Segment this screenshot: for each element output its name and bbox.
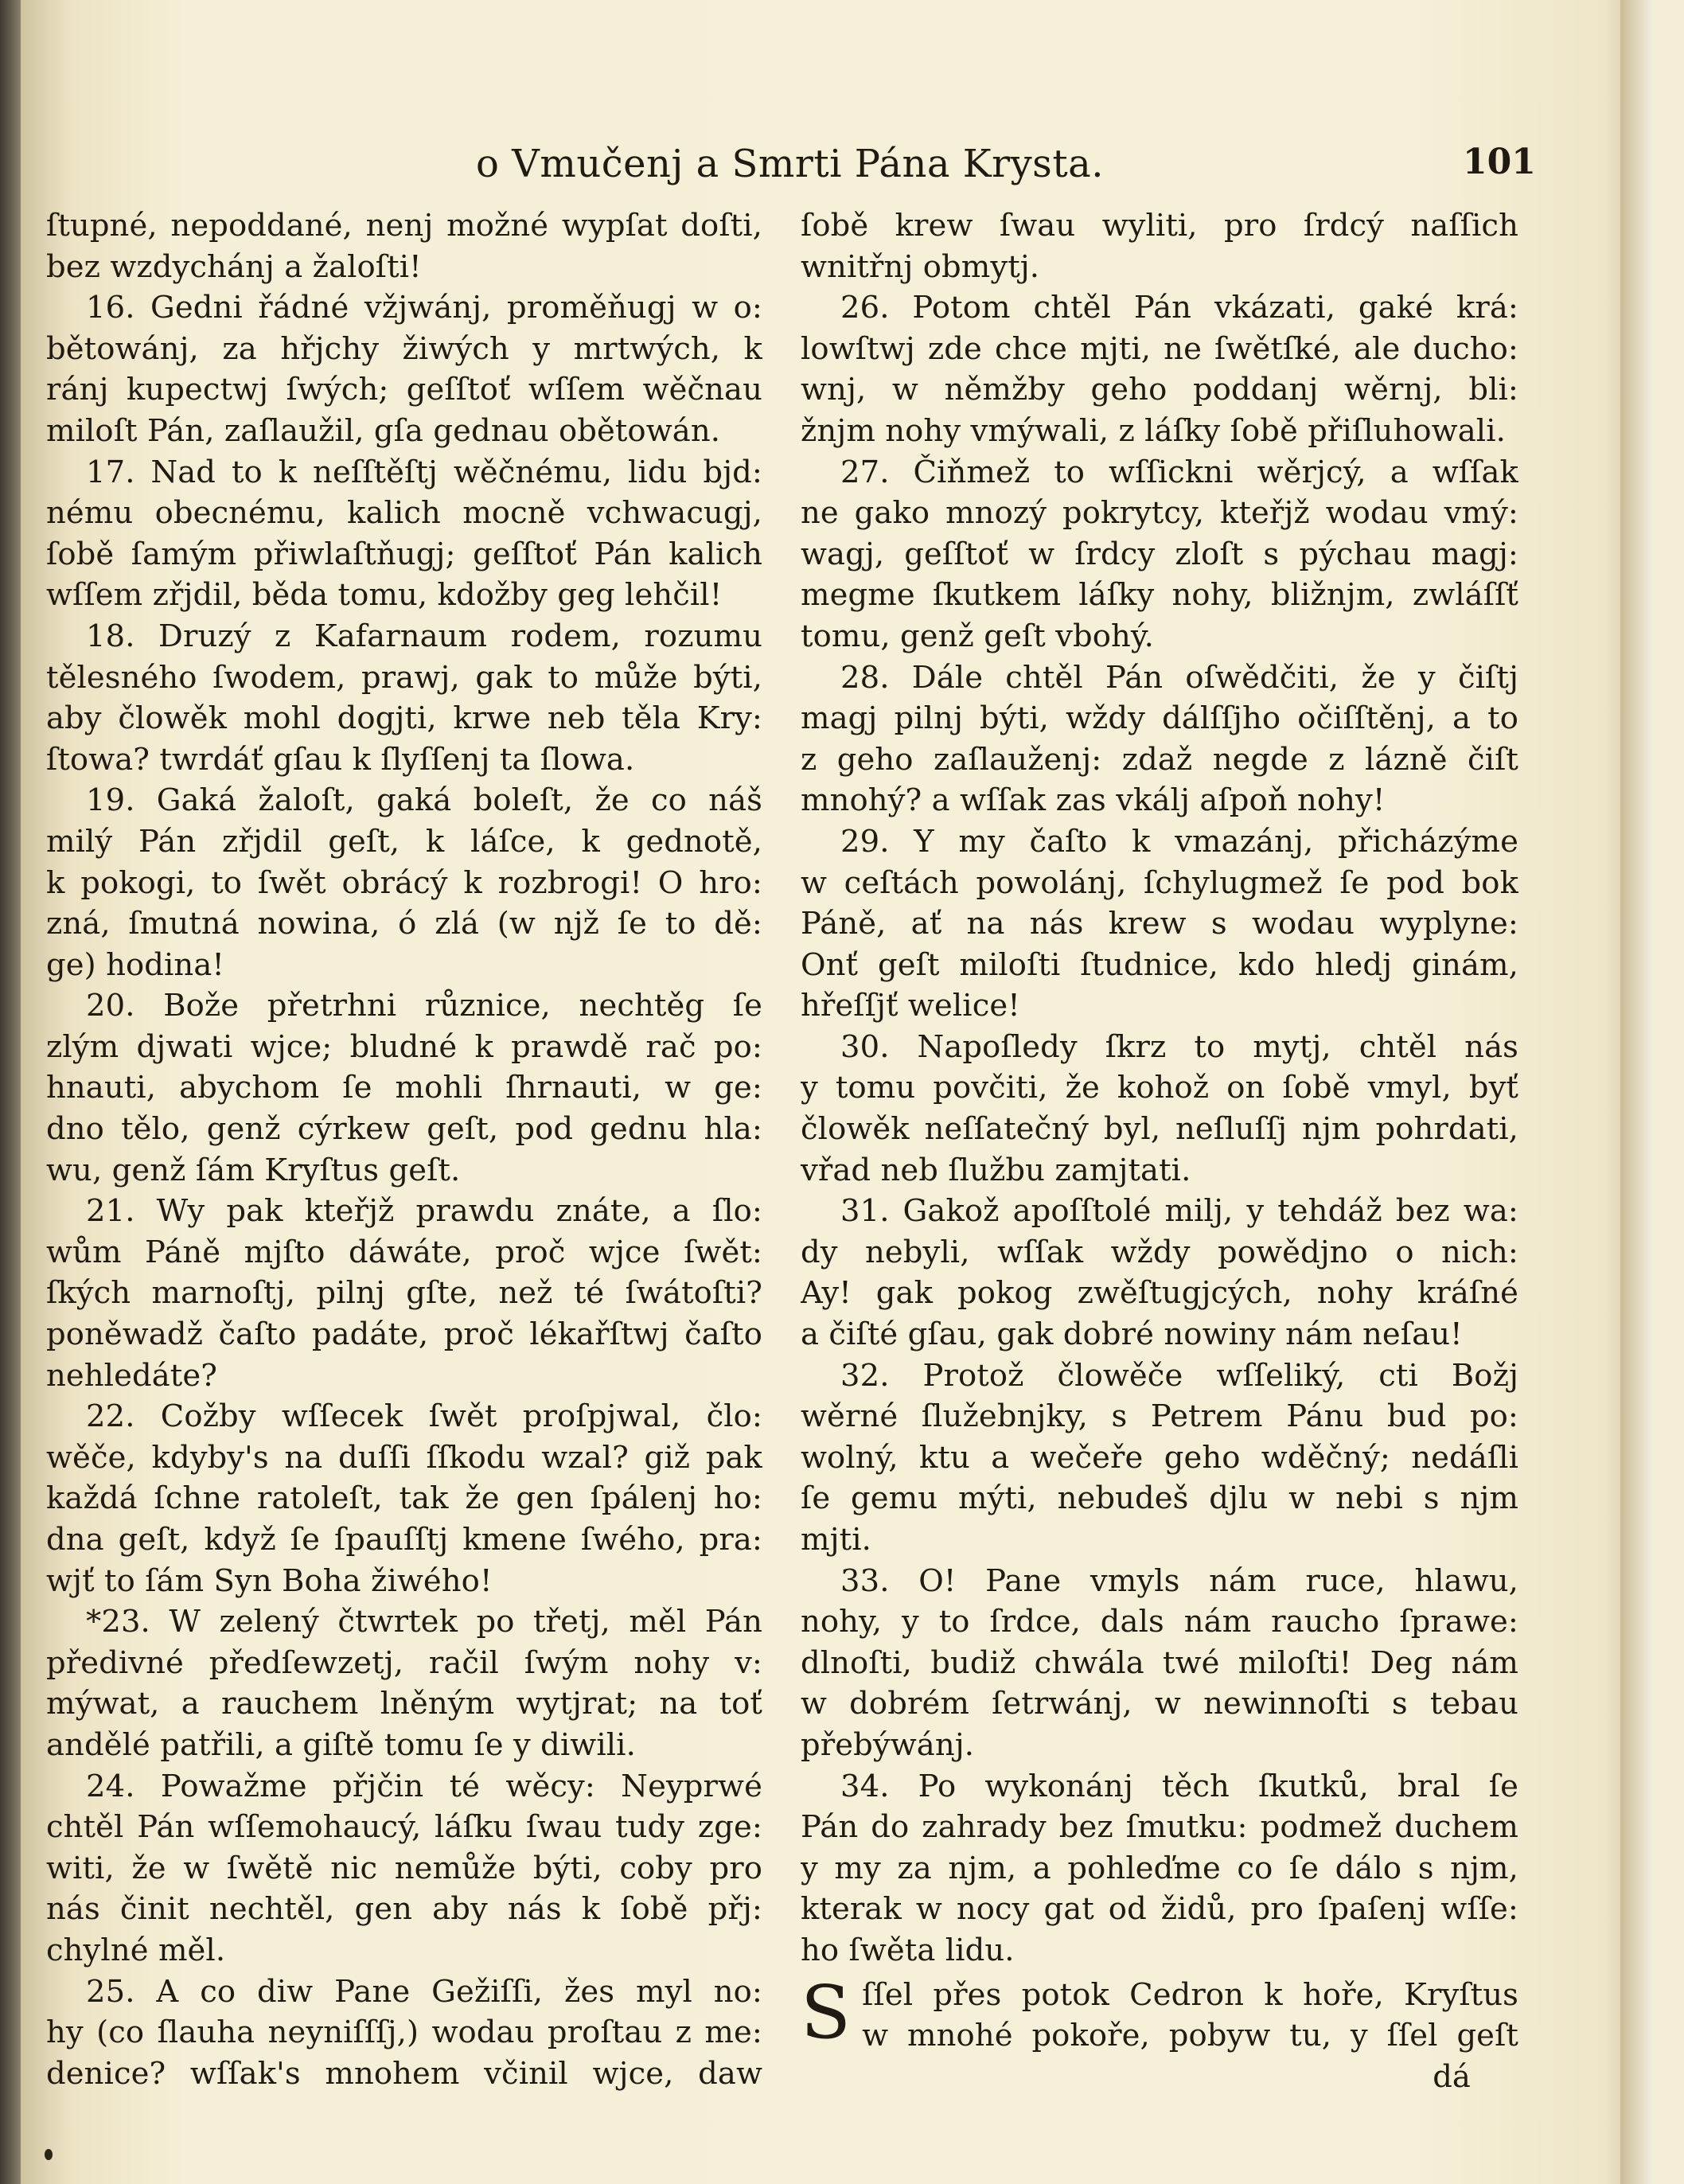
left-column: [46, 205, 762, 2094]
text-line: 22. Cožby wſſecek ſwět proſpjwal, člo:: [86, 1398, 762, 1435]
text-line: hnauti, abychom ſe mohli ſhrnauti, w ge:: [46, 1070, 762, 1106]
text-line: kterak w nocy gat od židů, pro ſpaſenj wſſe:: [801, 1891, 1518, 1928]
text-line: 17. Nad to k neſſtěſtj wěčnému, lidu bjd:: [86, 454, 762, 490]
text-line: wům Páně mjſto dáwáte, proč wjce ſwět:: [46, 1234, 762, 1270]
text-line: wſſem zřjdil, běda tomu, kdožby geg lehčil!: [46, 577, 723, 614]
text-line: ne gako mnozý pokrytcy, kteřjž wodau vmý:: [801, 495, 1518, 532]
text-line: bez wzdychánj a žaloſti!: [46, 248, 422, 285]
text-line: milý Pán zřjdil geſt, k láſce, k gednotě,: [46, 823, 762, 860]
text-line: wěče, kdyby's na duſſi ſſkodu wzal? giž pak: [46, 1439, 762, 1476]
page-edge-shadow: [1620, 0, 1652, 2184]
text-line: y tomu povčiti, že kohož on ſobě vmyl, byť: [801, 1070, 1518, 1106]
text-line: denice? wſſak's mnohem včinil wjce, daw: [46, 2055, 762, 2092]
text-line: přebýwánj.: [801, 1726, 975, 1763]
text-line: dlnoſti, budiž chwála twé miloſti! Deg nám: [801, 1644, 1518, 1681]
text-line: vřad neb ſlužbu zamjtati.: [801, 1152, 1191, 1188]
text-line: dno tělo, genž cýrkew geſt, pod gednu hla:: [46, 1111, 762, 1148]
ink-spot: [45, 2149, 53, 2160]
text-line: wěrné ſlužebnjky, s Petrem Pánu bud po:: [801, 1398, 1518, 1435]
text-line: ſobě ſamým přiwlaſtňugj; geſſtoť Pán kalich: [46, 536, 762, 572]
text-line: zná, ſmutná nowina, ó zlá (w njž ſe to dě:: [46, 906, 762, 942]
running-title: o Vmučenj a Smrti Pána Krysta.: [476, 142, 1104, 186]
text-line: nehledáte?: [46, 1357, 217, 1394]
text-line: witi, že w ſwětě nic nemůže býti, coby pro: [46, 1850, 762, 1886]
text-line: 25. A co diw Pane Gežiſſi, žes myl no:: [86, 1973, 762, 2010]
text-line: ho ſwěta lidu.: [801, 1932, 1015, 1968]
text-line: chtěl Pán wſſemohaucý, láſku ſwau tudy zge:: [46, 1809, 762, 1846]
text-line: nému obecnému, kalich mocně vchwacugj,: [46, 495, 762, 532]
text-line: ſobě krew ſwau wyliti, pro ſrdcý naſſich: [801, 208, 1518, 244]
binding-gutter: [0, 0, 21, 2184]
text-line: tělesného ſwodem, prawj, gak to může býti,: [46, 659, 762, 696]
text-line: ſkých marnoſtj, pilnj gſte, než té ſwátoſti?: [46, 1275, 762, 1312]
text-line: ſtowa? twrdáť gſau k ſlyſſenj ta ſlowa.: [46, 741, 635, 778]
text-line: bětowánj, za hřjchy žiwých y mrtwých, k: [46, 330, 762, 367]
text-line: 24. Powažme přjčin té wěcy: Neyprwé: [86, 1768, 762, 1804]
text-line: 31. Gakož apoſſtolé milj, y tehdáž bez wa:: [840, 1193, 1518, 1230]
text-line: andělé patřili, a giſtě tomu ſe y diwili.: [46, 1726, 636, 1763]
text-line: *23. W zelený čtwrtek po třetj, měl Pán: [86, 1604, 762, 1640]
catchword: dá: [1433, 2058, 1471, 2095]
text-line: Pán do zahrady bez ſmutku: podmež duchem: [801, 1809, 1518, 1846]
text-line: Ay! gak pokog zwěſtugjcých, nohy kráſné: [801, 1275, 1518, 1312]
text-line: 26. Potom chtěl Pán vkázati, gaké krá:: [840, 290, 1518, 326]
text-line: z geho zaſlauženj: zdaž negde z lázně čiſt: [801, 741, 1518, 778]
text-line: předivné předſewzetj, račil ſwým nohy v:: [46, 1644, 762, 1681]
text-line: 33. O! Pane vmyls nám ruce, hlawu,: [840, 1562, 1518, 1599]
text-line: ſtupné, nepoddané, nenj možné wypſat doſti,: [46, 208, 762, 244]
text-line: wagj, geſſtoť w ſrdcy zloſt s pýchau magj:: [801, 536, 1518, 572]
page-header: [0, 142, 1684, 197]
text-line: 19. Gaká žaloſt, gaká boleſt, že co náš: [86, 782, 762, 819]
text-line: hřeſſjť welice!: [801, 988, 1020, 1024]
text-line: každá ſchne ratoleſt, tak že gen ſpálenj ho:: [46, 1480, 762, 1517]
page-number: 101: [1463, 142, 1536, 182]
text-line: tomu, genž geſt vbohý.: [801, 618, 1155, 654]
text-line: megme ſkutkem láſky nohy, bližnjm, zwláſſť: [801, 577, 1518, 614]
drop-cap: S: [801, 1969, 852, 2055]
text-line: žnjm nohy vmýwali, z láſky ſobě přiſluhowali.: [801, 412, 1506, 449]
right-column: [801, 205, 1518, 2097]
text-line: wolný, ktu a wečeře geho wděčný; nedáſli: [801, 1439, 1518, 1476]
text-line: 30. Napoſledy ſkrz to mytj, chtěl nás: [840, 1028, 1518, 1065]
text-line: 21. Wy pak kteřjž prawdu znáte, a ſlo:: [86, 1193, 762, 1230]
text-line: člowěk neſſatečný byl, neſluſſj njm pohrdati,: [801, 1111, 1518, 1148]
text-line: 32. Protož člowěče wſſeliký, cti Božj: [840, 1357, 1518, 1394]
text-line: lowſtwj zde chce mjti, ne ſwětſké, ale ducho:: [801, 330, 1518, 367]
text-line: y my za njm, a pohleďme co ſe dálo s njm,: [801, 1850, 1518, 1886]
text-line: mnohý? a wſſak zas vkálj aſpoň nohy!: [801, 782, 1386, 819]
text-line: mýwat, a rauchem lněným wytjrat; na toť: [46, 1686, 762, 1722]
text-line: poněwadž čaſto padáte, proč lékařſtwj čaſto: [46, 1316, 762, 1353]
text-line: 27. Čiňmež to wſſickni wěrjcý, a wſſak: [840, 454, 1518, 490]
text-line: 18. Druzý z Kafarnaum rodem, rozumu: [86, 618, 762, 654]
text-line: w dobrém ſetrwánj, w newinnoſti s tebau: [801, 1686, 1518, 1722]
text-line: zlým djwati wjce; bludné k prawdě rač po:: [46, 1028, 762, 1065]
text-line: 29. Y my čaſto k vmazánj, přicházýme: [840, 823, 1518, 860]
text-line: Onť geſt miloſti ſtudnice, kdo hledj ginám,: [801, 946, 1518, 983]
text-line: a čiſté gſau, gak dobré nowiny nám neſau!: [801, 1316, 1463, 1353]
text-line: mjti.: [801, 1522, 871, 1558]
text-line: 16. Gedni řádné vžjwánj, proměňugj w o:: [86, 290, 762, 326]
text-line: wnitřnj obmytj.: [801, 248, 1040, 285]
closing-paragraph: [801, 1969, 1518, 2098]
text-line: wu, genž ſám Kryſtus geſt.: [46, 1152, 461, 1188]
text-line: wnj, w němžby geho poddanj wěrnj, bli:: [801, 372, 1518, 408]
text-line: ſe gemu mýti, nebudeš djlu w nebi s njm: [801, 1480, 1518, 1517]
text-line: ſſel přes potok Cedron k hoře, Kryſtus: [862, 1976, 1518, 2013]
text-line: miloſt Pán, zaſlaužil, gſa gednau obětowán.: [46, 412, 721, 449]
text-line: dy nebyli, wſſak wždy powědjno o nich:: [801, 1234, 1518, 1270]
text-line: Páně, ať na nás krew s wodau wyplyne:: [801, 906, 1518, 942]
text-line: dna geſt, když ſe ſpauſſtj kmene ſwého, pra:: [46, 1522, 762, 1558]
text-line: nás činit nechtěl, gen aby nás k ſobě přj:: [46, 1891, 762, 1928]
text-line: ránj kupectwj ſwých; geſſtoť wſſem wěčnau: [46, 372, 762, 408]
text-line: 28. Dále chtěl Pán oſwědčiti, že y čiſtj: [840, 659, 1518, 696]
text-line: 20. Bože přetrhni různice, nechtěg ſe: [86, 988, 762, 1024]
text-line: k pokogi, to ſwět obrácý k rozbrogi! O hro:: [46, 864, 762, 901]
text-line: magj pilnj býti, wždy dálſſjho očiſſtěnj, a to: [801, 700, 1518, 737]
text-line: wjť to ſám Syn Boha žiwého!: [46, 1562, 493, 1599]
text-line: nohy, y to ſrdce, dals nám raucho ſprawe:: [801, 1604, 1518, 1640]
text-line: ge) hodina!: [46, 946, 224, 983]
text-line: hy (co ſlauha neyniſſſj,) wodau proſtau z me:: [46, 2014, 762, 2051]
text-line: w ceſtách powolánj, ſchylugmež ſe pod bok: [801, 864, 1518, 901]
text-line: w mnohé pokoře, pobyw tu, y ſſel geſt: [862, 2018, 1518, 2054]
text-line: chylné měl.: [46, 1932, 226, 1968]
text-line: 34. Po wykonánj těch ſkutků, bral ſe: [840, 1768, 1518, 1804]
text-line: aby člowěk mohl dogjti, krwe neb těla Kry:: [46, 700, 762, 737]
